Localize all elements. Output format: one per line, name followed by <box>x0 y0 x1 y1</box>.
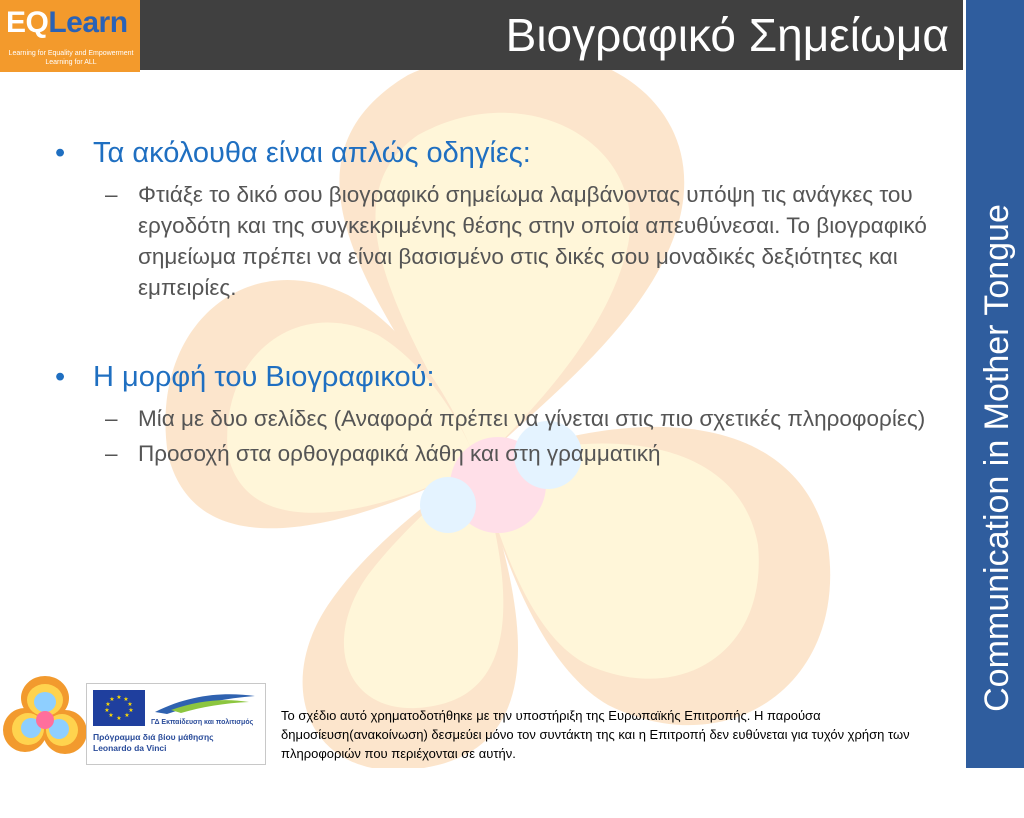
svg-text:★: ★ <box>104 707 110 714</box>
sub-bullet-item <box>55 438 945 469</box>
eu-disclaimer: Το σχέδιο αυτό χρηματοδοτήθηκε με την υποστήριξη της Ευρωπαϊκής Επιτροπής. Η παρούσα δημοσίευση(ανακοίνωση) δεσμεύει μόνο τον συντάκτη της και η Επιτροπή δεν ευθύνεται για τυχόν χρήση των πληροφοριών που περιέχονται σε αυτήν. <box>281 708 910 761</box>
program-line-1: Πρόγραμμα διά βίου μάθησης <box>93 732 214 742</box>
bullet-text: Η μορφή του Βιογραφικού: <box>93 361 435 393</box>
sub-bullet-text: Μία με δυο σελίδες (Αναφορά πρέπει να γίνεται στις πιο σχετικές πληροφορίες) <box>138 406 926 431</box>
sub-bullet-text: Φτιάξε το δικό σου βιογραφικό σημείωμα λαμβάνοντας υπόψη τις ανάγκες του εργοδότη και της συγκεκριμένης θέσης στην οποία απευθύνεσαι. Το βιογραφικό σημείωμα πρέπει να είναι βασισμένο στις δικές σου μοναδικές δεξιότητες και εμπειρίες. <box>138 182 927 300</box>
sidebar-course-title: Communication in Mother Tongue <box>978 204 1016 712</box>
svg-text:★: ★ <box>123 696 129 703</box>
sub-bullet-marker: – <box>105 182 118 207</box>
eu-flag-icon <box>93 690 145 726</box>
sub-bullet-text: Προσοχή στα ορθογραφικά λάθη και στη γραμματική <box>138 441 661 466</box>
program-label <box>93 732 214 754</box>
slide-content <box>55 135 945 469</box>
swoosh-icon <box>151 690 259 716</box>
sub-bullet-item <box>55 179 945 303</box>
bullet-item <box>55 359 945 395</box>
svg-text:★: ★ <box>105 701 111 708</box>
bullet-item <box>55 135 945 171</box>
bullet-marker: • <box>55 361 66 393</box>
title-bar <box>140 0 963 70</box>
flower-logo-icon <box>2 672 88 766</box>
svg-text:★: ★ <box>116 715 122 722</box>
svg-text:★: ★ <box>127 701 133 708</box>
sub-bullet-marker: – <box>105 441 118 466</box>
gd-label: ΓΔ Εκπαίδευση και πολιτισμός <box>151 719 254 726</box>
program-line-2: Leonardo da Vinci <box>93 743 167 753</box>
svg-text:★: ★ <box>109 696 115 703</box>
logo-learn-text: Learn <box>48 6 128 39</box>
eqlearn-logo <box>0 0 140 72</box>
svg-text:★: ★ <box>116 694 122 701</box>
eu-partner-logos <box>86 683 266 765</box>
bullet-marker: • <box>55 137 66 169</box>
slide-title: Βιογραφικό Σημείωμα <box>505 9 949 61</box>
svg-text:★: ★ <box>108 712 114 719</box>
bullet-text: Τα ακόλουθα είναι απλώς οδηγίες: <box>93 137 531 169</box>
logo-tagline-line-2: Learning for ALL <box>45 59 97 66</box>
svg-text:★: ★ <box>128 707 134 714</box>
logo-wordmark <box>6 6 128 40</box>
svg-text:★: ★ <box>124 712 130 719</box>
logo-tagline <box>4 49 138 67</box>
logo-tagline-line-1: Learning for Equality and Empowerment <box>8 50 134 57</box>
sub-bullet-marker: – <box>105 406 118 431</box>
sub-bullet-item <box>55 403 945 434</box>
logo-eq-text: EQ <box>6 6 49 39</box>
